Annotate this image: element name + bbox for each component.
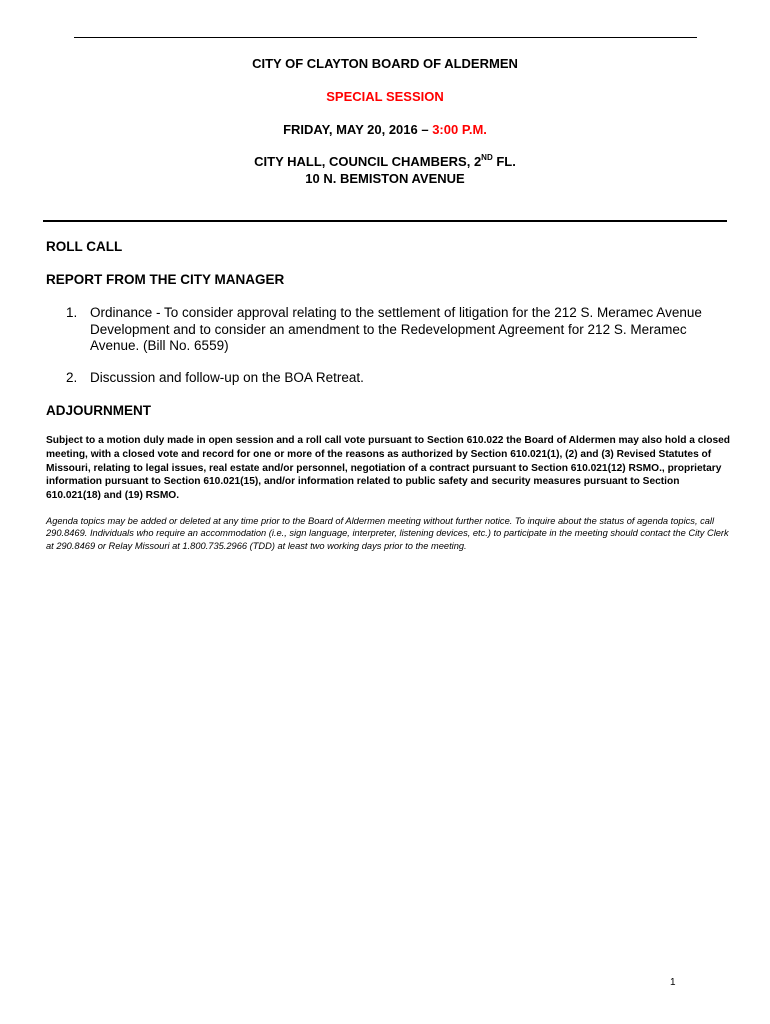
page-number: 1 [670, 977, 676, 988]
header-divider [43, 220, 727, 222]
location-main: CITY HALL, COUNCIL CHAMBERS, 2 [254, 154, 482, 169]
document-title: CITY OF CLAYTON BOARD OF ALDERMEN [252, 56, 518, 71]
session-type: SPECIAL SESSION [326, 89, 444, 104]
closed-session-notice: Subject to a motion duly made in open session and a roll call vote pursuant to Section 610.022 the Board of Aldermen may also hold a closed meeting, with a closed vote and record for one or more of the reasons as authorized by Section 610.021(1), (2) and (3) Revised Statutes of Missouri, relating to legal issues, real estate and/or personnel, negotiation of a contract pursuant to Section 610.021(12) RSMO., proprietary information pursuant to Section 610.021(15), and/or information related to public safety and security measures pursuant to Section 610.021(18) and (19) RSMO. [46, 435, 731, 502]
agenda-item-text: Discussion and follow-up on the BOA Retreat. [90, 370, 364, 385]
meeting-location [0, 154, 770, 172]
agenda-item-number: 1. [66, 305, 78, 320]
agenda-item-number: 2. [66, 370, 78, 385]
meeting-time: 3:00 P.M. [432, 122, 487, 137]
adjournment-heading: ADJOURNMENT [46, 403, 152, 418]
agenda-item-1 [66, 305, 736, 355]
top-divider [74, 37, 697, 38]
accommodation-notice: Agenda topics may be added or deleted at any time prior to the Board of Aldermen meeting without further notice. To inquire about the status of agenda topics, call 290.8469. Individuals who require an accommodation (i.e., sign language, interpreter, listening devices, etc.) to participate in the meeting should contact the City Clerk at 290.8469 or Relay Missouri at 1.800.735.2966 (TDD) at least two working days prior to the meeting. [46, 516, 729, 551]
agenda-item-2 [66, 370, 736, 387]
agenda-item-text: Ordinance - To consider approval relating to the settlement of litigation for the 212 S. Meramec Avenue Development and to consider an amendment to the Redevelopment Agreement for 212 S. Meramec Avenue. (Bill No. 6559) [90, 305, 702, 353]
meeting-date-line [0, 122, 770, 138]
meeting-address: 10 N. BEMISTON AVENUE [305, 171, 465, 186]
roll-call-heading: ROLL CALL [46, 239, 123, 254]
location-superscript: ND [481, 153, 493, 162]
meeting-date: FRIDAY, MAY 20, 2016 – [283, 122, 433, 137]
city-manager-report-heading: REPORT FROM THE CITY MANAGER [46, 272, 285, 287]
location-suffix: FL. [492, 154, 516, 169]
